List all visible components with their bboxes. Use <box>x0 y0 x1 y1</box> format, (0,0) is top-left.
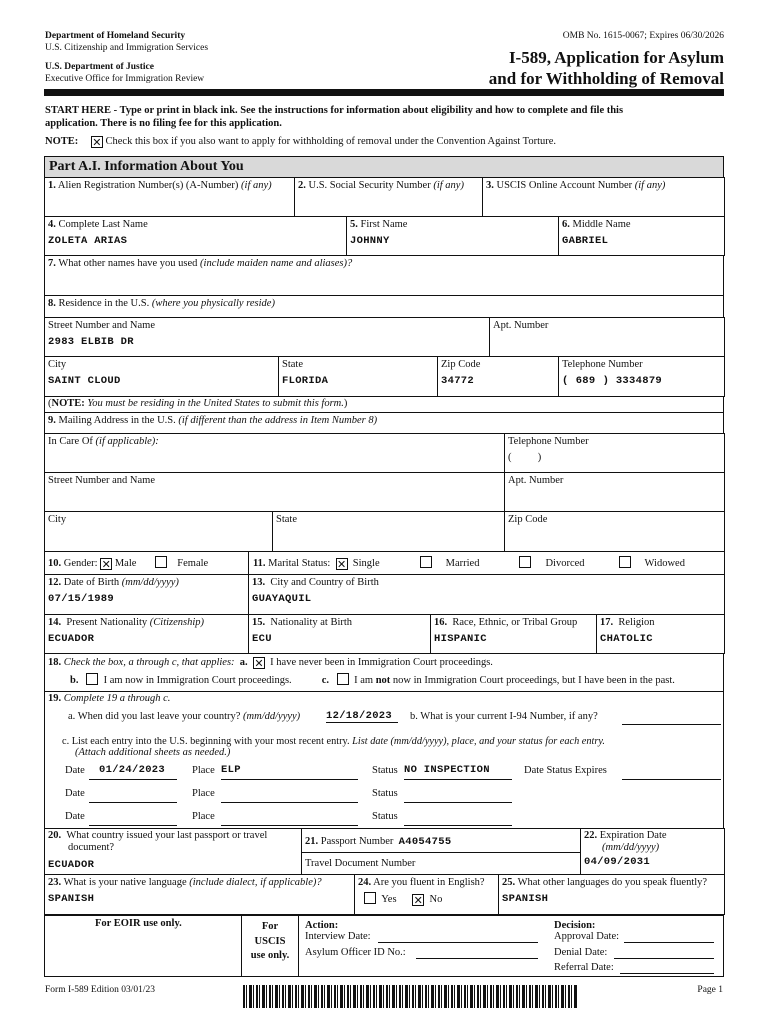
entries-attach-text: (Attach additional sheets as needed.) <box>75 747 231 758</box>
form-title-line2: and for Withholding of Removal <box>488 69 724 88</box>
note2-text: You must be residing in the United States to submit this form. <box>87 398 344 409</box>
officer-id-label: Asylum Officer ID No.: <box>305 947 406 958</box>
entry-1-status-label: Status <box>372 765 398 776</box>
last-left-label: a. When did you last leave your country? <box>68 711 241 722</box>
mailing-heading <box>45 413 724 434</box>
entry-2-date-label: Date <box>65 788 85 799</box>
omb-number: OMB No. 1615-0067; Expires 06/30/2026 <box>562 31 724 41</box>
agency-dhs: Department of Homeland Security <box>45 31 186 41</box>
f11-label: Marital Status: <box>268 558 331 569</box>
marital-married-checkbox[interactable] <box>420 556 432 568</box>
court-past-label-2: now in Immigration Court proceedings, but I have been in the past. <box>392 675 675 686</box>
f3-num: 3. <box>486 180 494 191</box>
interview-date-line[interactable] <box>378 931 538 943</box>
gender-female-checkbox[interactable] <box>155 556 167 568</box>
f4-label: Complete Last Name <box>58 219 148 230</box>
court-past-label-1: I am <box>354 675 374 686</box>
row-mailing-care <box>44 433 725 512</box>
f19-num: 19. <box>48 693 62 704</box>
residence-city-label: City <box>48 359 67 370</box>
other-names-field[interactable] <box>45 256 724 296</box>
row-gender-marital <box>44 551 725 575</box>
first-name-field[interactable] <box>347 217 559 256</box>
dob-value: 07/15/1989 <box>48 593 115 606</box>
f14-num: 14. <box>48 617 62 628</box>
care-of-field[interactable] <box>45 434 505 473</box>
denial-date-label: Denial Date: <box>554 947 608 958</box>
mailing-state-field[interactable] <box>273 512 505 552</box>
f22-num: 22. <box>584 830 598 841</box>
residence-city-value: SAINT CLOUD <box>48 375 121 388</box>
f14-hint: (Citizenship) <box>149 617 205 628</box>
birth-nationality-value: ECU <box>252 633 272 646</box>
entry-1-expires[interactable] <box>622 764 721 780</box>
entry-1-place[interactable]: ELP <box>221 764 358 780</box>
action-label: Action: <box>305 920 339 931</box>
residence-street-label: Street Number and Name <box>48 320 156 331</box>
barcode <box>243 985 578 1008</box>
birthplace-value: GUAYAQUIL <box>252 593 312 606</box>
interview-date-label: Interview Date: <box>305 931 371 942</box>
part-a1-heading: Part A.I. Information About You <box>44 156 724 178</box>
residence-zip-label: Zip Code <box>441 359 481 370</box>
middle-name-field[interactable] <box>559 217 725 256</box>
f23-hint: (include dialect, if applicable)? <box>189 877 322 888</box>
uscis-account-field[interactable] <box>483 178 725 217</box>
entry-2-status[interactable] <box>404 787 512 803</box>
f16-num: 16. <box>434 617 448 628</box>
entry-2-date[interactable] <box>89 787 177 803</box>
uscis-use-2: USCIS <box>254 935 286 947</box>
mailing-phone-field[interactable] <box>505 434 725 473</box>
f12-hint: (mm/dd/yyyy) <box>121 577 179 588</box>
row-birth <box>44 574 725 615</box>
f7-hint: (include maiden name and aliases)? <box>200 258 353 269</box>
f21-label: Passport Number <box>320 836 394 847</box>
middle-name-value: GABRIEL <box>562 235 609 248</box>
cat-note-text: Check this box if you also want to apply for withholding of removal under the Convention Against Torture. <box>105 136 557 147</box>
mailing-city-field[interactable] <box>45 512 273 552</box>
office-divider-2 <box>298 915 299 976</box>
f19-label: Complete 19 a through c. <box>63 693 171 704</box>
last-left-hint: (mm/dd/yyyy) <box>243 711 301 722</box>
gender-male-label: Male <box>114 558 137 569</box>
marital-field <box>249 552 725 575</box>
residence-heading <box>45 296 724 318</box>
religion-field[interactable] <box>597 615 725 654</box>
residence-zip-field[interactable] <box>438 357 559 397</box>
row-passport <box>44 828 725 875</box>
marital-divorced-checkbox[interactable] <box>519 556 531 568</box>
f3-label: USCIS Online Account Number <box>496 180 633 191</box>
f25-label: What other languages do you speak fluently? <box>517 877 708 888</box>
row-court <box>44 653 724 692</box>
denial-date-line[interactable] <box>614 947 714 959</box>
residence-phone-number: 3334879 <box>615 375 663 388</box>
birthplace-field[interactable] <box>249 575 725 615</box>
court-now-checkbox[interactable] <box>86 673 98 685</box>
f15-num: 15. <box>252 617 266 628</box>
f6-num: 6. <box>562 219 570 230</box>
other-languages-value: SPANISH <box>502 893 549 906</box>
entry-2-place[interactable] <box>221 787 358 803</box>
marital-single-label: Single <box>352 558 380 569</box>
row-residence-note <box>44 396 724 413</box>
gender-female-label: Female <box>177 558 209 569</box>
f23-num: 23. <box>48 877 62 888</box>
f20-label: What country issued your last passport or travel <box>66 830 268 841</box>
last-left-value[interactable]: 12/18/2023 <box>326 710 398 723</box>
mailing-street-label: Street Number and Name <box>48 475 156 486</box>
religion-value: CHATOLIC <box>600 633 653 646</box>
entries-attach <box>75 747 230 758</box>
row-names <box>44 216 725 256</box>
form-edition: Form I-589 Edition 03/01/23 <box>45 985 156 995</box>
mailing-phone-parens: ( ) <box>508 452 542 464</box>
f14-label: Present Nationality <box>66 617 148 628</box>
residence-phone-value: ( 689 ) 3334879 <box>562 375 663 388</box>
i94-label: b. What is your current I-94 Number, if any? <box>410 711 598 722</box>
entry-1-status[interactable]: NO INSPECTION <box>404 764 512 780</box>
f1-num: 1. <box>48 180 56 191</box>
marital-widowed-checkbox[interactable] <box>619 556 631 568</box>
agency-doj: U.S. Department of Justice <box>45 62 154 72</box>
cat-note <box>45 136 556 148</box>
court-past-checkbox[interactable] <box>337 673 349 685</box>
f2-hint: (if any) <box>433 180 464 191</box>
residence-street-field[interactable] <box>45 318 490 357</box>
native-language-field[interactable] <box>45 875 355 915</box>
dob-field[interactable] <box>45 575 249 615</box>
residence-state-value: FLORIDA <box>282 375 329 388</box>
f13-num: 13. <box>252 577 266 588</box>
uscis-use-3: use only. <box>250 950 290 962</box>
last-name-field[interactable] <box>45 217 347 256</box>
referral-date-line[interactable] <box>620 962 714 974</box>
english-yes-checkbox[interactable] <box>364 892 376 904</box>
f2-num: 2. <box>298 180 306 191</box>
start-here-line1: START HERE - Type or print in black ink. See the instructions for information about eligibility and how to complete and file this <box>45 105 624 116</box>
row-languages <box>44 874 725 915</box>
marital-divorced-label: Divorced <box>545 558 585 569</box>
mailing-zip-label: Zip Code <box>508 514 548 525</box>
entry-1-expires-label: Date Status Expires <box>524 765 607 776</box>
f12-label: Date of Birth <box>63 577 120 588</box>
f18-num: 18. <box>48 657 62 668</box>
ethnic-group-value: HISPANIC <box>434 633 487 646</box>
f22-label: Expiration Date <box>599 830 667 841</box>
f21-num: 21. <box>305 836 319 847</box>
care-of-hint: (if applicable): <box>95 436 159 447</box>
f20-num: 20. <box>48 830 62 841</box>
entry-3-date-label: Date <box>65 811 85 822</box>
row-other-names <box>44 255 724 296</box>
marital-widowed-label: Widowed <box>644 558 685 569</box>
f16-label: Race, Ethnic, or Tribal Group <box>452 617 578 628</box>
court-never-checkbox[interactable]: ✕ <box>254 657 264 670</box>
nationality-field[interactable] <box>45 615 249 654</box>
approval-date-label: Approval Date: <box>554 931 620 942</box>
residence-street-value: 2983 ELBIB DR <box>48 336 134 349</box>
first-name-value: JOHNNY <box>350 235 390 248</box>
care-of-label: In Care Of <box>48 436 93 447</box>
eoir-use-label: For EOIR use only. <box>95 918 182 929</box>
f24-label: Are you fluent in English? <box>373 877 485 888</box>
f4-num: 4. <box>48 219 56 230</box>
travel-document-field[interactable] <box>302 853 581 875</box>
referral-date-label: Referral Date: <box>554 962 614 973</box>
court-never-label: I have never been in Immigration Court proceedings. <box>270 657 493 668</box>
mailing-zip-field[interactable] <box>505 512 725 552</box>
ssn-field[interactable] <box>295 178 483 217</box>
mailing-phone-label: Telephone Number <box>508 436 589 447</box>
entry-3-status[interactable] <box>404 810 512 826</box>
f17-label: Religion <box>618 617 655 628</box>
row-ids <box>44 177 725 217</box>
officer-id-line[interactable] <box>416 947 538 959</box>
mailing-apt-field[interactable] <box>505 473 725 512</box>
marital-single-checkbox[interactable]: ✕ <box>336 558 347 571</box>
f8-hint: (where you physically reside) <box>151 298 275 309</box>
entry-2-status-label: Status <box>372 788 398 799</box>
row-mailing-heading <box>44 412 724 434</box>
mailing-state-label: State <box>276 514 297 525</box>
start-here-line2: application. There is no filing fee for this application. <box>45 118 282 129</box>
residence-apt-label: Apt. Number <box>493 320 549 331</box>
f25-num: 25. <box>502 877 516 888</box>
english-no-label: No <box>429 894 443 906</box>
native-language-value: SPANISH <box>48 893 95 906</box>
f8-num: 8. <box>48 298 56 309</box>
residence-zip-value: 34772 <box>441 375 475 388</box>
f7-num: 7. <box>48 258 56 269</box>
row-residence-street <box>44 317 725 357</box>
entry-1-date[interactable]: 01/24/2023 <box>89 764 177 780</box>
f1-label: Alien Registration Number(s) (A-Number) <box>57 180 239 191</box>
entry-3-place[interactable] <box>221 810 358 826</box>
residence-apt-field[interactable] <box>490 318 725 357</box>
passport-number-field[interactable] <box>302 829 581 853</box>
f18-b-letter: b. <box>70 675 79 686</box>
nationality-value: ECUADOR <box>48 633 95 646</box>
office-divider-1 <box>241 915 242 976</box>
travel-document-label: Travel Document Number <box>305 858 416 869</box>
mailing-apt-label: Apt. Number <box>508 475 564 486</box>
expiration-value: 04/09/2031 <box>584 856 651 869</box>
entry-1-date-label: Date <box>65 765 85 776</box>
page-number: Page 1 <box>697 985 723 995</box>
f17-num: 17. <box>600 617 614 628</box>
decision-label: Decision: <box>554 920 596 931</box>
note2-label: NOTE: <box>51 398 85 409</box>
f2-label: U.S. Social Security Number <box>308 180 431 191</box>
f19-heading <box>48 693 170 704</box>
english-yes-label: Yes <box>381 894 397 906</box>
expiration-field[interactable] <box>581 829 725 875</box>
residence-phone-field[interactable] <box>559 357 725 397</box>
entry-2-place-label: Place <box>192 788 215 799</box>
residence-state-label: State <box>282 359 303 370</box>
court-now-label: I am now in Immigration Court proceedings. <box>103 675 292 686</box>
f23-label: What is your native language <box>63 877 187 888</box>
passport-country-field[interactable] <box>45 829 302 875</box>
row-residence-city <box>44 356 725 397</box>
entries-hint: List date (mm/dd/yyyy), place, and your status for each entry. <box>352 736 605 747</box>
entry-1-place-label: Place <box>192 765 215 776</box>
entry-3-place-label: Place <box>192 811 215 822</box>
residence-state-field[interactable] <box>279 357 438 397</box>
f5-num: 5. <box>350 219 358 230</box>
f13-label: City and Country of Birth <box>270 577 379 588</box>
agency-uscis: U.S. Citizenship and Immigration Services <box>45 43 209 53</box>
f18-c-letter: c. <box>321 675 329 686</box>
f5-label: First Name <box>360 219 408 230</box>
f18-a-letter: a. <box>239 657 248 668</box>
court-past-not: not <box>375 675 391 686</box>
f11-num: 11. <box>253 558 266 569</box>
f10-num: 10. <box>48 558 62 569</box>
fluent-english-field <box>355 875 499 915</box>
form-title-line1: I-589, Application for Asylum <box>508 48 724 67</box>
residence-area-code: 689 <box>575 375 596 388</box>
i94-value[interactable] <box>622 711 721 725</box>
row-nationality <box>44 614 725 654</box>
residence-note: (NOTE: You must be residing in the United States to submit this form.) <box>45 397 724 413</box>
last-name-value: ZOLETA ARIAS <box>48 235 128 248</box>
mailing-city-label: City <box>48 514 67 525</box>
passport-country-value: ECUADOR <box>48 859 95 872</box>
f10-label: Gender: <box>63 558 98 569</box>
f6-label: Middle Name <box>572 219 631 230</box>
court-field <box>45 654 724 692</box>
f9-label: Mailing Address in the U.S. <box>58 415 176 426</box>
gender-male-checkbox[interactable]: ✕ <box>101 558 111 571</box>
row-residence-heading <box>44 295 724 318</box>
a-number-field[interactable] <box>45 178 295 217</box>
birth-nationality-field[interactable] <box>249 615 431 654</box>
english-no-checkbox[interactable]: ✕ <box>413 894 423 908</box>
f3-hint: (if any) <box>634 180 666 191</box>
f24-num: 24. <box>358 877 372 888</box>
residence-city-field[interactable] <box>45 357 279 397</box>
f7-label: What other names have you used <box>58 258 198 269</box>
ethnic-group-field[interactable] <box>431 615 597 654</box>
entry-3-date[interactable] <box>89 810 177 826</box>
header-rule <box>44 89 724 96</box>
note-label: NOTE: <box>45 136 79 147</box>
entries-label: c. List each entry into the U.S. beginning with your most recent entry. <box>62 736 350 747</box>
uscis-use-1: For <box>261 921 279 932</box>
f12-num: 12. <box>48 577 62 588</box>
other-languages-field[interactable] <box>499 875 725 915</box>
agency-eoir: Executive Office for Immigration Review <box>45 74 205 84</box>
row-mailing-city <box>44 511 725 552</box>
f15-label: Nationality at Birth <box>270 617 353 628</box>
f22-hint: (mm/dd/yyyy) <box>602 841 660 853</box>
gender-field <box>45 552 249 575</box>
approval-date-line[interactable] <box>624 931 714 943</box>
residence-phone-label: Telephone Number <box>562 359 643 370</box>
entries-instruction <box>62 736 605 747</box>
f8-label: Residence in the U.S. <box>58 298 150 309</box>
f20-label2: document? <box>68 842 115 854</box>
entry-3-status-label: Status <box>372 811 398 822</box>
f9-num: 9. <box>48 415 56 426</box>
last-left-row <box>68 711 300 722</box>
mailing-street-field[interactable] <box>45 473 505 512</box>
cat-checkbox[interactable]: ✕ <box>92 136 102 149</box>
f1-hint: (if any) <box>241 180 272 191</box>
f9-hint: (if different than the address in Item Number 8) <box>178 415 378 426</box>
passport-number-value: A4054755 <box>398 836 452 848</box>
f18-label: Check the box, a through c, that applies: <box>63 657 235 668</box>
marital-married-label: Married <box>445 558 480 569</box>
uscis-use-label <box>244 920 296 964</box>
